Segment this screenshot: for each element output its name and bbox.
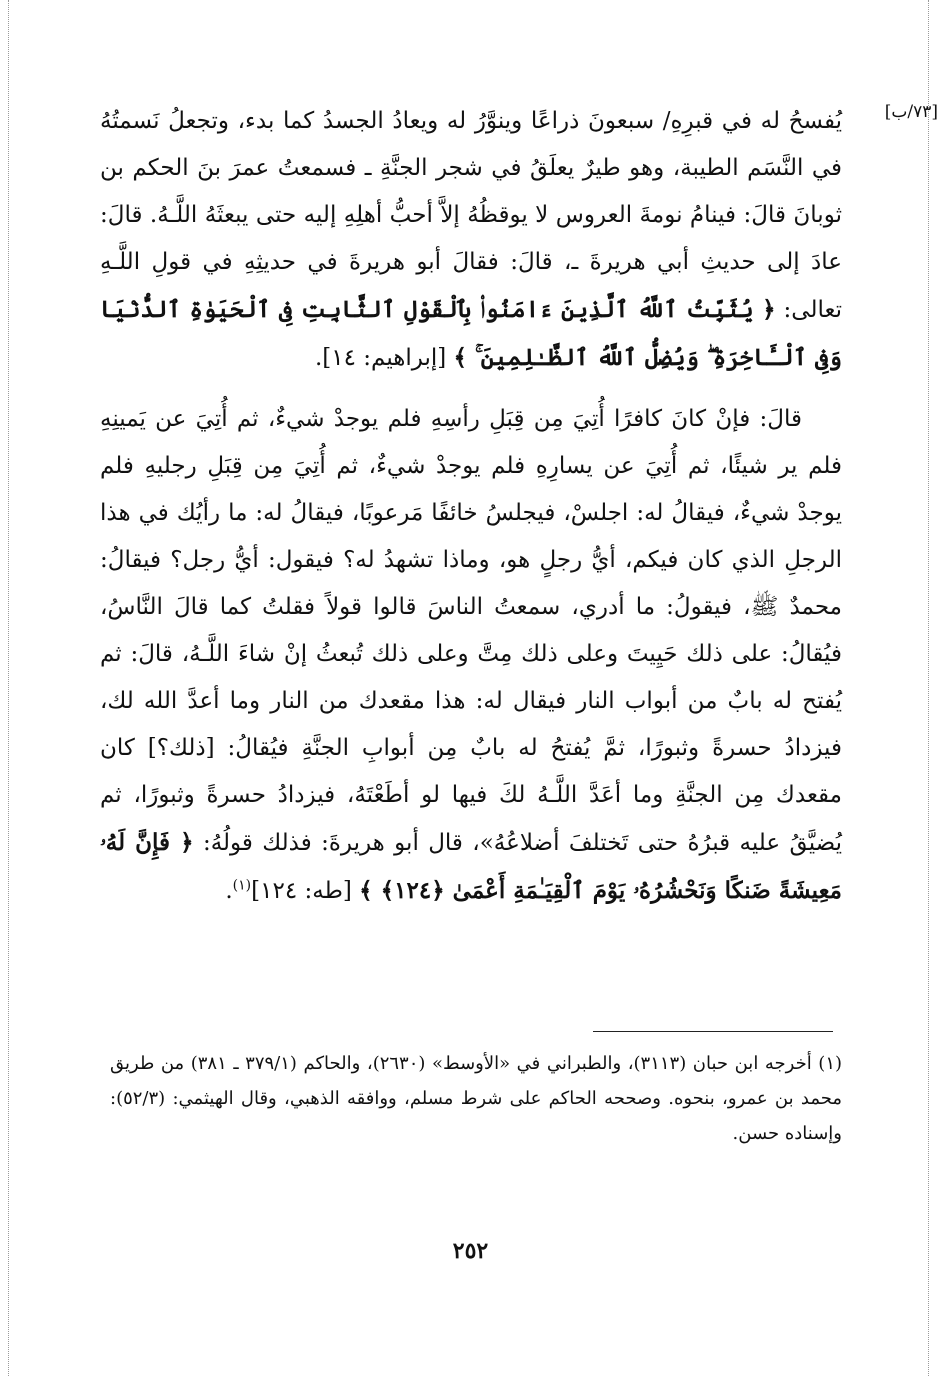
paragraph-1-text: يُفسحُ له في قبرِهِ/ سبعونَ ذراعًا وينوَّرُ له ويعادُ الجسدُ كما بدء، وتجعلُ نَسمتُهُ في النَّسَم الطيبة، وهو طيرٌ يعلَقُ في شجر الجنَّةِ ـ فسمعتُ عمرَ بنَ الحكم بن ثوبانَ قالَ: فينامُ نومةَ العروس لا يوقظُهُ إلاَّ أحبُّ أهلِهِ إليه حتى يبعثَهُ اللَّـهُ. قالَ: عادَ إلى حديثِ أبي هريرةَ ـ، قالَ: فقالَ أبو هريرةَ في حديثِهِ في قولِ اللَّـهِ تعالى: — [100, 108, 842, 323]
citation-ibrahim: [إبراهيم: ١٤]. — [314, 345, 454, 371]
footnote-text: أخرجه ابن حبان (٣١١٣)، والطبراني في «الأوسط» (٢٦٣٠)، والحاكم (٣٧٩/١ ـ ٣٨١) من طريق محمد بن عمرو، بنحوه. وصححه الحاكم على شرط مسلم، ووافقه الذهبي، وقال الهيثمي: (٥٢/٣): وإسناده حسن. — [110, 1053, 842, 1144]
paragraph-2-text: قالَ: فإنْ كانَ كافرًا أُتِيَ مِن قِبَلِ رأسِهِ فلم يوجدْ شيءٌ، ثم أُتِيَ عن يَمينِهِ فلم ير شيئًا، ثم أُتِيَ عن يسارِهِ فلم يوجدْ شيءٌ، ثم أُتِيَ مِن قِبَلِ رجليهِ فلم يوجدْ شيءٌ، فيقالُ له: اجلسْ، فيجلسُ خائفًا مَرعوبًا، فيقالُ له: ما رأيُك في هذا الرجلِ الذي كان فيكم، أيُّ رجلٍ هو، وماذا تشهدُ له؟ فيقول: أيُّ رجل؟ فيقالُ: محمدٌ ﷺ، فيقولُ: ما أدري، سمعتُ الناسَ قالوا قولاً فقلتُ كما قالَ النَّاسُ، فيُقالُ: على ذلك حَيِيتَ وعلى ذلك مِتَّ وعلى ذلك تُبعثُ إنْ شاءَ اللَّـهُ، قالَ: ثم يُفتح له بابٌ من أبواب النار فيقال له: هذا مقعدك من النار وما أعدَّ الله لك، فيزدادُ حسرةً وثبورًا، ثمَّ يُفتحُ له بابٌ مِن أبوابِ الجنَّةِ فيُقالُ: [ذلك؟] كان مقعدك مِن الجنَّةِ وما أعَدَّ اللَّـهُ لكَ فيها لو أطَعْتَهُ، فيزدادُ حسرةً وثبورًا، ثم يُضيَّقُ عليه قبرُهُ حتى تَختلفَ أضلاعُهُ»، قال أبو هريرةَ: فذلك قولُهُ: — [100, 406, 842, 856]
paragraph-2 — [100, 396, 842, 915]
paragraph-1 — [100, 98, 842, 382]
scan-edge-left — [8, 0, 9, 1376]
footnote-reference: (١) — [232, 877, 252, 894]
quran-verse-ibrahim: ﴿ يُثَبِّتُ ٱللَّهُ ٱلَّذِينَ ءَامَنُوا۟ بِٱلْقَوْلِ ٱلثَّابِتِ فِى ٱلْحَيَوٰةِ ٱلدُّنْيَا وَفِى ٱلْـَٔاخِرَةِ ۖ وَيُضِلُّ ٱللَّهُ ٱلظَّـٰلِمِينَ ۚ ﴾ — [100, 296, 842, 371]
footnote — [110, 1046, 842, 1151]
page-number: ٢٥٢ — [452, 1238, 489, 1264]
footnote-marker: (١) — [818, 1053, 843, 1074]
page-body — [100, 98, 938, 915]
citation-taha: [طه: ١٢٤] — [251, 878, 360, 904]
footnote-separator — [593, 1031, 833, 1032]
folio-marker: [٧٣/ب] — [884, 102, 938, 122]
quran-verse-taha: ﴿ فَإِنَّ لَهُۥ مَعِيشَةً ضَنكًا وَنَحْشُرُهُۥ يَوْمَ ٱلْقِيَـٰمَةِ أَعْمَىٰ ﴿١٢٤﴾ ﴾ — [100, 829, 842, 904]
scan-edge-right — [928, 0, 929, 1376]
paragraph-2-end: . — [225, 878, 233, 904]
